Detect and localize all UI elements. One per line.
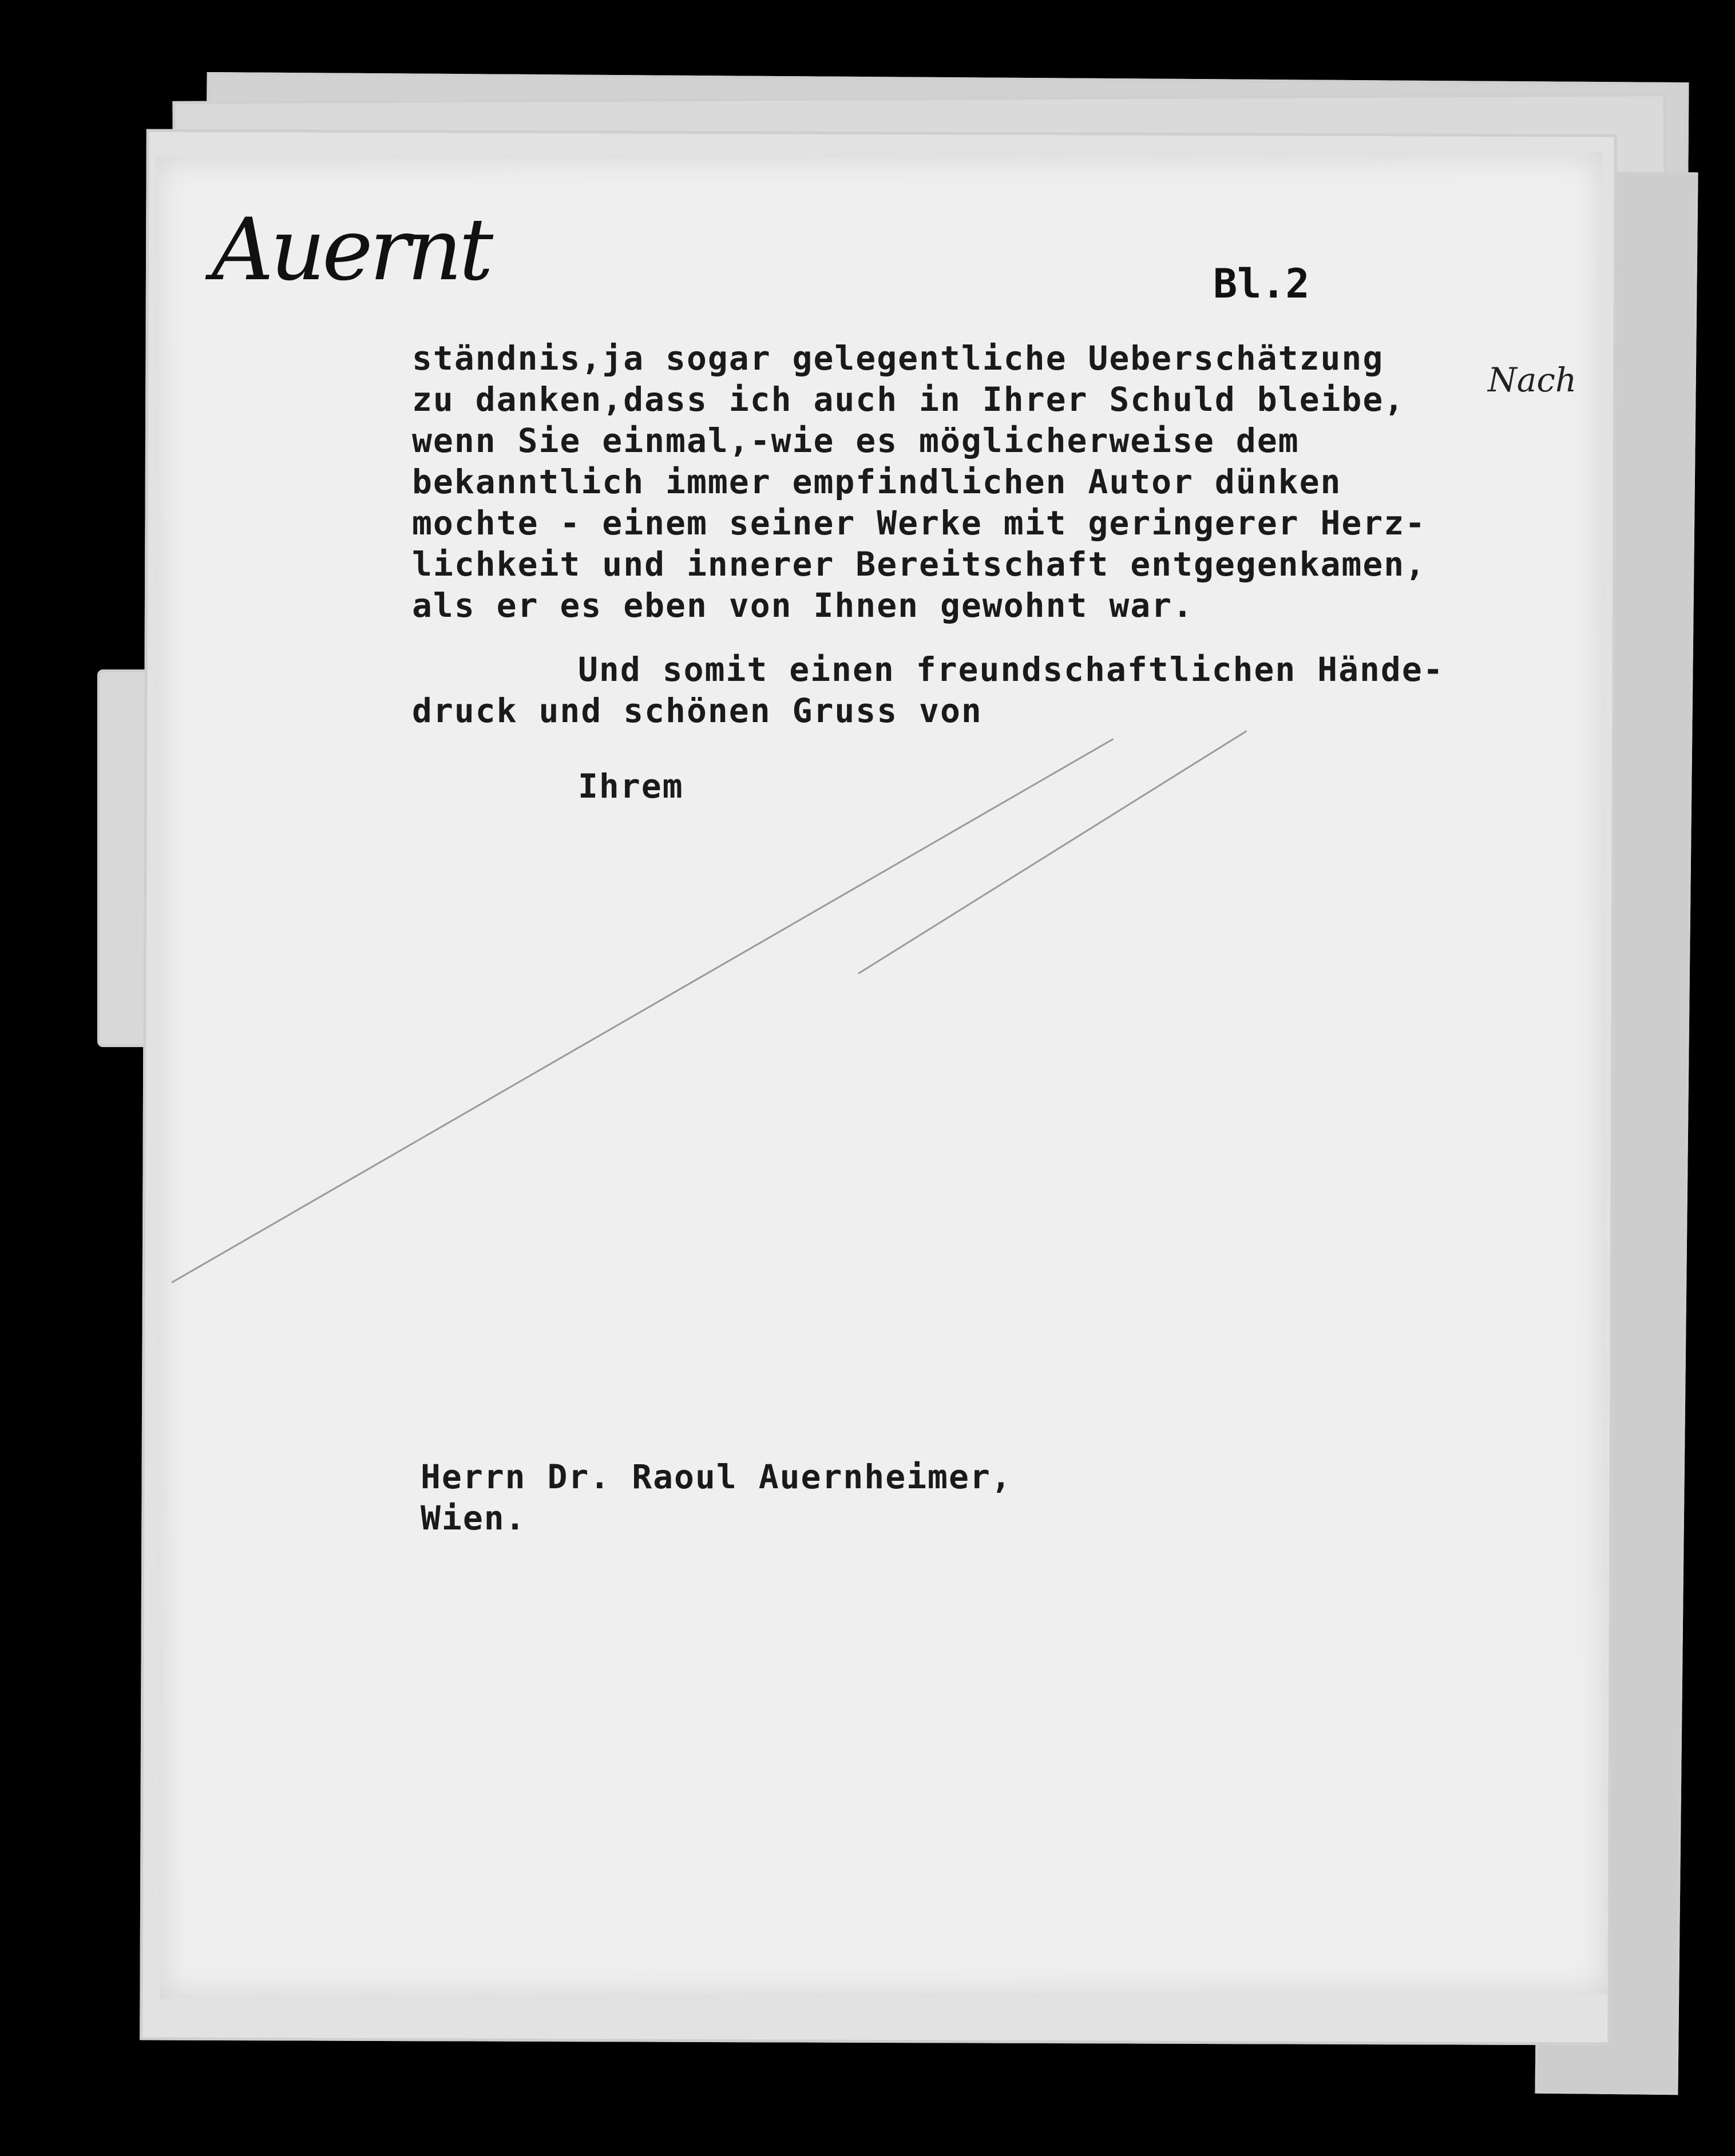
letter-body [412,338,1444,807]
letter-line: als er es eben von Ihnen gewohnt war. [412,586,1194,625]
signature-line: Ihrem [578,767,684,806]
letter-line: mochte - einem seiner Werke mit geringerer Herz- [412,504,1427,542]
margin-annotation: Nach [1488,360,1577,399]
recipient-address [421,1456,1012,1539]
letter-line: ständnis,ja sogar gelegentliche Ueberschätzung [412,339,1384,378]
page-number: Bl.2 [1213,260,1310,307]
closing-line: druck und schönen Gruss von [412,691,983,730]
address-line: Wien. [421,1499,526,1537]
letter-line: bekanntlich immer empfindlichen Autor dünken [412,462,1342,501]
address-line: Herrn Dr. Raoul Auernheimer, [421,1457,1012,1496]
handwritten-annotation: Auernt [212,200,490,300]
closing-line: Und somit einen freundschaftlichen Hände- [578,650,1444,689]
letter-line: lichkeit und innerer Bereitschaft entgegenkamen, [412,545,1427,584]
letter-line: wenn Sie einmal,-wie es möglicherweise dem [412,421,1300,460]
letter-line: zu danken,dass ich auch in Ihrer Schuld bleibe, [412,380,1405,419]
